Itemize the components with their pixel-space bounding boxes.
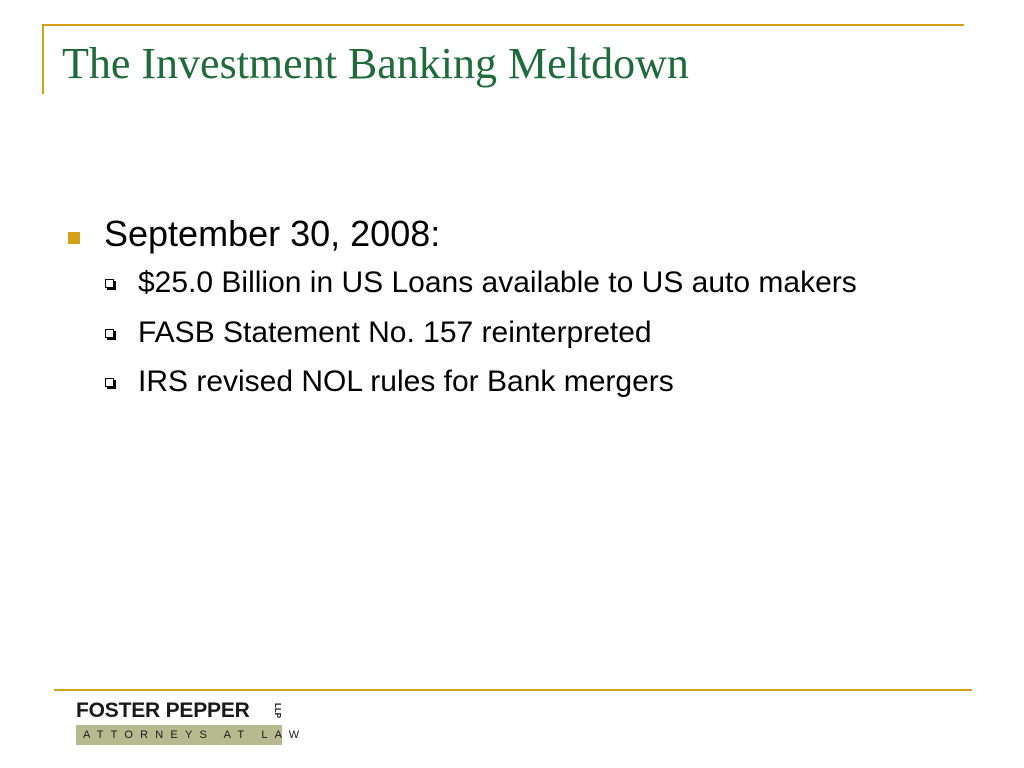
sub-bullet-item bbox=[60, 315, 940, 350]
logo-tagline: ATTORNEYS AT LAW bbox=[76, 725, 282, 745]
logo-name: FOSTER PEPPER bbox=[76, 699, 250, 722]
sub-bullet-text: IRS revised NOL rules for Bank mergers bbox=[138, 364, 674, 398]
slide-content bbox=[60, 212, 940, 413]
firm-logo bbox=[76, 698, 307, 746]
hollow-square-icon bbox=[105, 378, 114, 387]
sub-bullet-text: $25.0 Billion in US Loans available to US auto makers bbox=[138, 266, 857, 300]
hollow-square-icon bbox=[105, 329, 114, 338]
bullet-item bbox=[60, 212, 940, 255]
logo-suffix: LLP bbox=[273, 703, 282, 719]
sub-bullet-item bbox=[60, 265, 940, 300]
sub-bullet-text: FASB Statement No. 157 reinterpreted bbox=[138, 315, 652, 349]
footer-rule bbox=[54, 689, 972, 691]
filled-square-icon bbox=[68, 232, 80, 244]
sub-bullet-list bbox=[60, 265, 940, 399]
title-rule-left bbox=[42, 24, 44, 94]
hollow-square-icon bbox=[105, 279, 114, 288]
sub-bullet-item bbox=[60, 364, 940, 399]
title-rule-top bbox=[42, 24, 964, 26]
slide-title: The Investment Banking Meltdown bbox=[62, 39, 689, 88]
bullet-text: September 30, 2008: bbox=[104, 213, 441, 254]
